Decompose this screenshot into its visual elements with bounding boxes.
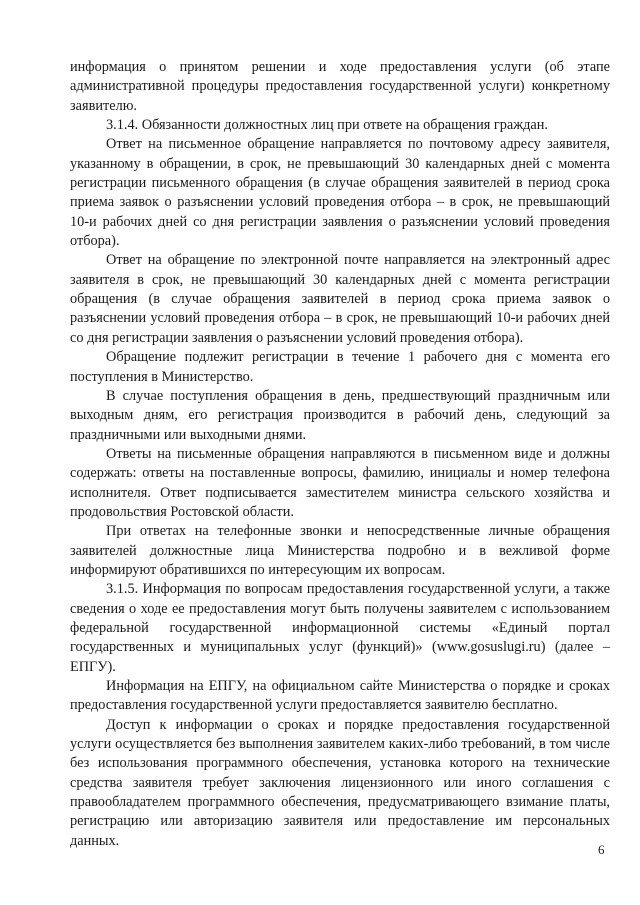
paragraph-phone-replies: При ответах на телефонные звонки и непосредственные личные обращения заявителей должностные лица Министерства подробно и в вежливой форме информируют обратившихся по интересующим их вопросам. (70, 523, 610, 578)
paragraph-holiday-registration: В случае поступления обращения в день, предшествующий праздничным или выходным дням, его регистрация производится в рабочий день, следующий за праздничными или выходными днями. (70, 387, 610, 443)
paragraph-reply-content: Ответы на письменные обращения направляются в письменном виде и должны содержать: ответы на поставленные вопросы, фамилию, инициалы и номер телефона исполнителя. Ответ подписывается заместителем министра сельского хозяйства и продовольствия Ростовской области. (70, 445, 610, 520)
paragraph-epgu-info: Информация на ЕПГУ, на официальном сайте Министерства о порядке и сроках предоставления государственной услуги предоставляется заявителю бесплатно. (70, 678, 610, 714)
section-paragraph-3-1-5: 3.1.5. Информация по вопросам предоставления государственной услуги, а также сведения о ходе ее предоставления могут быть получены заявителем с использованием федеральной государственной информационной системы «Единый портал государственных и муниципальных услуг (функций)» (www.gosuslugi.ru) (далее – ЕПГУ). (70, 581, 610, 675)
section-heading-3-1-4: 3.1.4. Обязанности должностных лиц при ответе на обращения граждан. (106, 117, 548, 134)
paragraph-registration: Обращение подлежит регистрации в течение 1 рабочего дня с момента его поступления в Министерство. (70, 349, 610, 385)
paragraph-continuation: информация о принятом решении и ходе предоставления услуги (об этапе административной процедуры предоставления государственной услуги) конкретному заявителю. (70, 59, 610, 114)
paragraph-email-reply: Ответ на обращение по электронной почте направляется на электронный адрес заявителя в срок, не превышающий 30 календарных дней с момента регистрации обращения (в случае обращения заявителей в период срока приема заявок о разъяснении условий проведения отбора – в срок, не превышающий 10-и рабочих дней со дня регистрации заявления о разъяснении условий проведения отбора). (70, 252, 610, 346)
paragraph-access-info: Доступ к информации о сроках и порядке предоставления государственной услуги осуществляется без выполнения заявителем каких-либо требований, в том числе без использования программного обеспечения, установка которого на технические средства заявителя требует заключения лицензионного или иного соглашения с правообладателем программного обеспечения, предусматривающего взимание платы, регистрацию или авторизацию заявителя или предоставление им персональных данных. (70, 716, 610, 849)
page-number: 6 (598, 842, 605, 857)
document-body (70, 58, 610, 851)
paragraph-written-reply: Ответ на письменное обращение направляется по почтовому адресу заявителя, указанному в обращении, в срок, не превышающий 30 календарных дней с момента регистрации письменного обращения (в случае обращения заявителей в период срока приема заявок о разъяснении условий проведения отбора – в срок, не превышающий 10-и рабочих дней со дня регистрации заявления о разъяснении условий проведения отбора). (70, 136, 610, 250)
